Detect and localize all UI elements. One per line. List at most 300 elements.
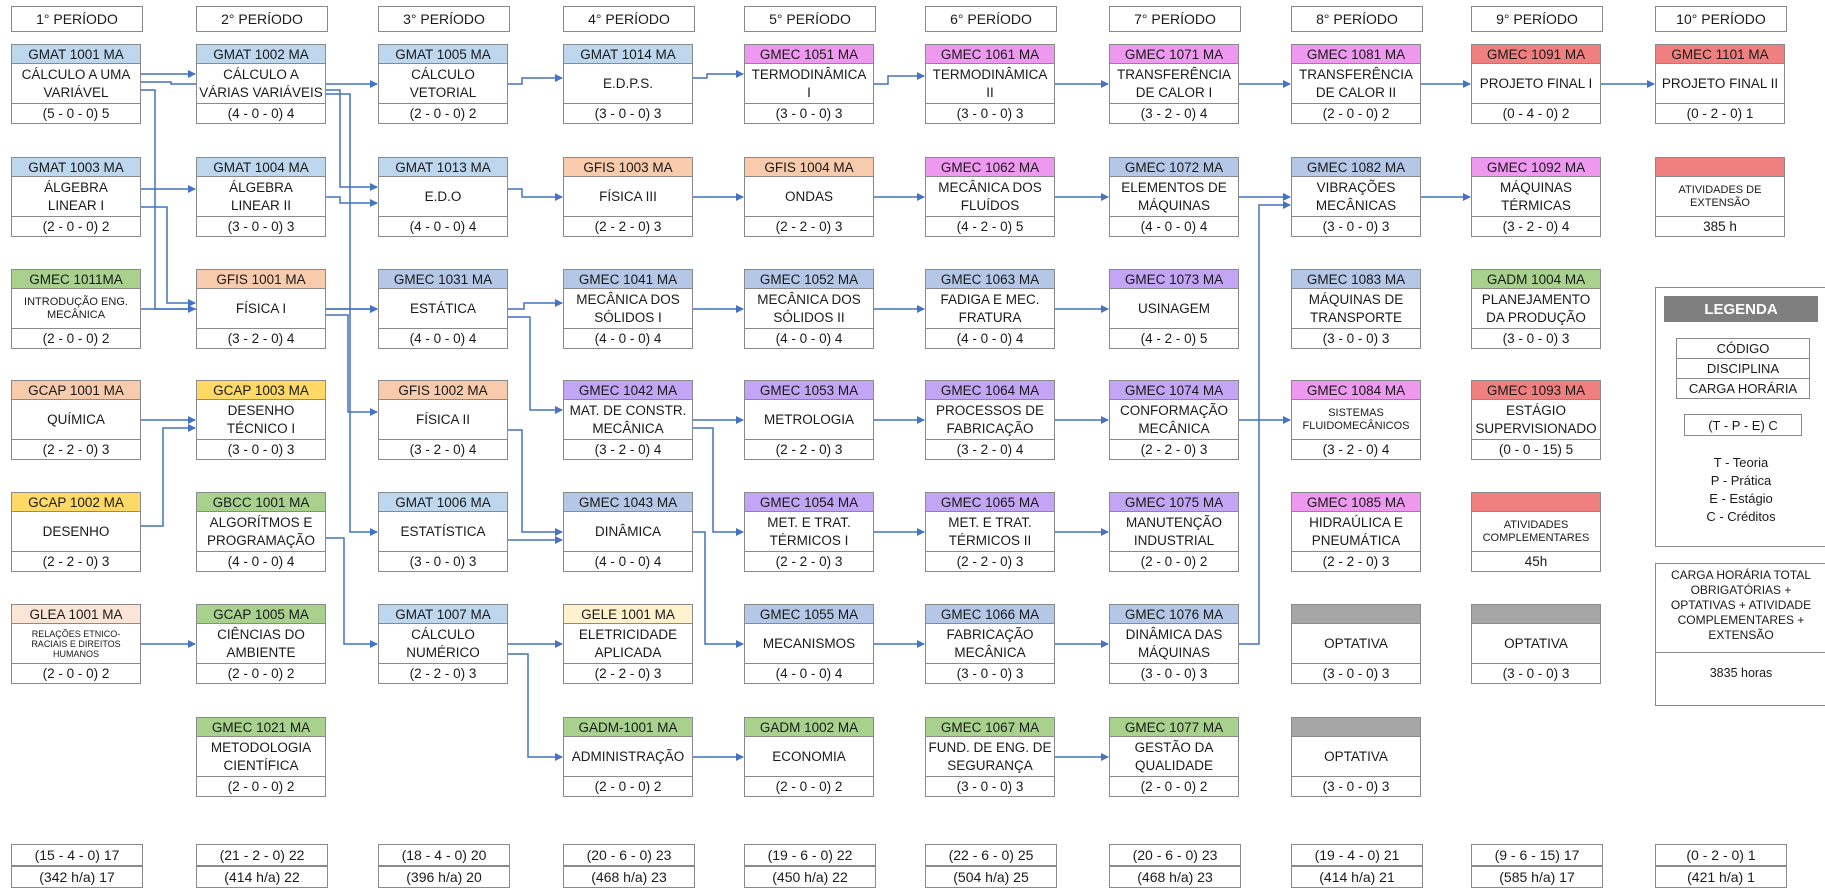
course-card-gcap1005: [196, 604, 326, 684]
period-header: 8° PERÍODO: [1291, 6, 1423, 32]
prerequisite-arrow: [508, 189, 562, 197]
course-name: ONDAS: [784, 188, 833, 204]
course-name: DESENHO TÉCNICO I: [226, 402, 296, 436]
prerequisite-arrow: [693, 428, 743, 532]
course-hours: (2 - 2 - 0) 3: [745, 551, 873, 571]
course-name: QUÍMICA: [47, 411, 105, 427]
course-hours: (4 - 0 - 0) 4: [564, 551, 692, 571]
course-name: MANUTENÇÃO INDUSTRIAL: [1125, 514, 1222, 548]
course-card-gmec1041: [563, 269, 693, 349]
legend-sample-card: [1676, 338, 1810, 399]
course-card-gmec1065: [925, 492, 1055, 572]
period-header: 5° PERÍODO: [744, 6, 876, 32]
course-card-gadm1004: [1471, 269, 1601, 349]
course-hours: (2 - 2 - 0) 3: [926, 551, 1054, 571]
course-code: GCAP 1002 MA: [12, 493, 140, 512]
course-name: ÁLGEBRA LINEAR II: [229, 179, 293, 213]
course-card-gmec1043: [563, 492, 693, 572]
course-hours: (3 - 0 - 0) 3: [379, 551, 507, 571]
prerequisite-arrow: [508, 654, 562, 757]
course-hours: (0 - 0 - 15) 5: [1472, 439, 1600, 459]
legend-line-hours: CARGA HORÁRIA: [1688, 381, 1798, 396]
course-name: DINÂMICA: [594, 523, 661, 539]
course-name: PROJETO FINAL I: [1479, 75, 1593, 91]
period-header: 3° PERÍODO: [378, 6, 510, 32]
course-code: GMAT 1006 MA: [379, 493, 507, 512]
course-hours: (3 - 0 - 0) 3: [1110, 663, 1238, 683]
period-credit-total: (0 - 2 - 0) 1: [1655, 844, 1787, 866]
period-credit-total: (21 - 2 - 0) 22: [196, 844, 328, 866]
course-hours: (2 - 0 - 0) 2: [12, 216, 140, 236]
course-hours: (4 - 0 - 0) 4: [197, 103, 325, 123]
course-card-opt8b: [1291, 717, 1421, 797]
course-name: MET. E TRAT. TÉRMICOS I: [767, 514, 851, 548]
course-card-gmec1077: [1109, 717, 1239, 797]
course-name: USINAGEM: [1137, 300, 1210, 316]
course-card-gmec1052: [744, 269, 874, 349]
total-hours-box: [1655, 563, 1825, 706]
period-credit-total: (15 - 4 - 0) 17: [11, 844, 143, 866]
course-hours: (3 - 2 - 0) 4: [379, 439, 507, 459]
prerequisite-arrow: [326, 90, 377, 187]
course-card-ativcomp: [1471, 492, 1601, 572]
period-credit-total: (18 - 4 - 0) 20: [378, 844, 510, 866]
course-code: GMEC 1074 MA: [1110, 381, 1238, 400]
legend-formula: (T - P - E) C: [1684, 414, 1802, 436]
course-name: E.D.O: [424, 188, 462, 204]
legend-key-credits: C - Créditos: [1706, 509, 1776, 524]
course-code: GMEC 1093 MA: [1472, 381, 1600, 400]
total-hours-value: 3835 horas: [1709, 666, 1773, 680]
course-card-gfis1002: [378, 380, 508, 460]
course-code: GMEC 1092 MA: [1472, 158, 1600, 177]
period-hour-total: (504 h/a) 25: [925, 866, 1057, 888]
course-name: CÁLCULO A UMA VARIÁVEL: [21, 66, 131, 100]
course-hours: (3 - 2 - 0) 4: [1292, 439, 1420, 459]
course-name: ESTÁTICA: [409, 300, 476, 316]
course-card-gmec1093: [1471, 380, 1601, 460]
course-hours: (4 - 0 - 0) 4: [926, 328, 1054, 348]
course-card-gmec1021: [196, 717, 326, 797]
course-hours: (3 - 2 - 0) 4: [1110, 103, 1238, 123]
period-header: 2° PERÍODO: [196, 6, 328, 32]
course-code: GMEC 1063 MA: [926, 270, 1054, 289]
period-header: 4° PERÍODO: [563, 6, 695, 32]
prerequisite-arrow: [1239, 205, 1290, 644]
course-code: GMEC 1061 MA: [926, 45, 1054, 64]
course-name: MECÂNICA DOS SÓLIDOS II: [757, 291, 861, 325]
course-card-gmec1055: [744, 604, 874, 684]
course-hours: (4 - 0 - 0) 4: [379, 216, 507, 236]
course-hours: (2 - 2 - 0) 3: [745, 439, 873, 459]
legend-title: LEGENDA: [1664, 296, 1818, 322]
course-code: GFIS 1001 MA: [197, 270, 325, 289]
course-hours: (3 - 0 - 0) 3: [1292, 328, 1420, 348]
period-hour-total: (396 h/a) 20: [378, 866, 510, 888]
course-card-gcap1001: [11, 380, 141, 460]
course-hours: (4 - 0 - 0) 4: [745, 663, 873, 683]
course-code: GFIS 1003 MA: [564, 158, 692, 177]
period-hour-total: (342 h/a) 17: [11, 866, 143, 888]
course-name: FADIGA E MEC. FRATURA: [940, 291, 1040, 325]
course-code: GMEC 1054 MA: [745, 493, 873, 512]
course-hours: (4 - 0 - 0) 4: [564, 328, 692, 348]
course-code: GMEC 1043 MA: [564, 493, 692, 512]
course-card-gmec1031: [378, 269, 508, 349]
course-code: GMEC 1021 MA: [197, 718, 325, 737]
course-hours: (3 - 0 - 0) 3: [1472, 328, 1600, 348]
prerequisite-arrow: [508, 303, 562, 309]
period-hour-total: (585 h/a) 17: [1471, 866, 1603, 888]
course-code: [1656, 158, 1784, 177]
period-hour-total: (414 h/a) 21: [1291, 866, 1423, 888]
course-hours: (4 - 2 - 0) 5: [1110, 328, 1238, 348]
course-code: GMEC 1066 MA: [926, 605, 1054, 624]
course-name: CÁLCULO NUMÉRICO: [406, 626, 480, 660]
course-code: GMEC 1011MA: [12, 270, 140, 289]
course-card-gmec1092: [1471, 157, 1601, 237]
period-credit-total: (19 - 4 - 0) 21: [1291, 844, 1423, 866]
course-name: TRANSFERÊNCIA DE CALOR II: [1298, 66, 1413, 100]
period-credit-total: (22 - 6 - 0) 25: [925, 844, 1057, 866]
course-code: GCAP 1005 MA: [197, 605, 325, 624]
course-hours: (3 - 0 - 0) 3: [926, 663, 1054, 683]
course-card-gcap1002: [11, 492, 141, 572]
course-card-gmec1066: [925, 604, 1055, 684]
course-card-gmat1004: [196, 157, 326, 237]
period-header: 6° PERÍODO: [925, 6, 1057, 32]
course-code: GMEC 1072 MA: [1110, 158, 1238, 177]
course-hours: (2 - 2 - 0) 3: [745, 216, 873, 236]
prerequisite-arrow: [141, 207, 195, 303]
course-code: GMEC 1084 MA: [1292, 381, 1420, 400]
course-code: GMAT 1002 MA: [197, 45, 325, 64]
prerequisite-arrow: [326, 315, 377, 412]
course-name: DESENHO: [42, 523, 110, 539]
course-hours: 385 h: [1656, 216, 1784, 236]
course-name: TRANSFERÊNCIA DE CALOR I: [1116, 66, 1231, 100]
prerequisite-arrow: [693, 532, 743, 644]
course-code: GMAT 1001 MA: [12, 45, 140, 64]
prerequisite-arrow: [874, 76, 924, 84]
course-code: GMEC 1082 MA: [1292, 158, 1420, 177]
course-name: FÍSICA I: [235, 300, 287, 316]
course-name: CÁLCULO VETORIAL: [409, 66, 477, 100]
course-card-gcap1003: [196, 380, 326, 460]
course-code: [1292, 718, 1420, 737]
course-card-gmec1082: [1291, 157, 1421, 237]
course-card-gmec1074: [1109, 380, 1239, 460]
prerequisite-arrow: [141, 90, 195, 309]
course-code: GADM-1001 MA: [564, 718, 692, 737]
course-card-gmec1071: [1109, 44, 1239, 124]
course-name: FABRICAÇÃO MECÂNICA: [946, 626, 1034, 660]
course-hours: (3 - 0 - 0) 3: [1472, 663, 1600, 683]
course-name: METROLOGIA: [763, 411, 854, 427]
course-hours: (3 - 0 - 0) 3: [197, 439, 325, 459]
course-hours: (3 - 2 - 0) 4: [926, 439, 1054, 459]
course-code: GMEC 1083 MA: [1292, 270, 1420, 289]
course-code: GMEC 1071 MA: [1110, 45, 1238, 64]
course-name: MECÂNICA DOS SÓLIDOS I: [576, 291, 680, 325]
course-code: GMEC 1042 MA: [564, 381, 692, 400]
course-hours: 45h: [1472, 551, 1600, 571]
period-header: 1° PERÍODO: [11, 6, 143, 32]
course-code: GMEC 1051 MA: [745, 45, 873, 64]
prerequisite-arrow: [508, 78, 562, 84]
legend-line-discipline: DISCIPLINA: [1677, 359, 1809, 379]
course-hours: (0 - 4 - 0) 2: [1472, 103, 1600, 123]
course-hours: (2 - 0 - 0) 2: [1292, 103, 1420, 123]
legend-key-theory: T - Teoria: [1713, 455, 1769, 470]
period-hour-total: (468 h/a) 23: [1109, 866, 1241, 888]
course-code: GCAP 1003 MA: [197, 381, 325, 400]
course-hours: (2 - 2 - 0) 3: [12, 439, 140, 459]
course-code: GELE 1001 MA: [564, 605, 692, 624]
legend-key-practice: P - Prática: [1710, 473, 1772, 488]
course-name: ÁLGEBRA LINEAR I: [44, 179, 108, 213]
legend-line-code: CÓDIGO: [1677, 339, 1809, 359]
course-name: SISTEMAS FLUIDOMECÂNICOS: [1302, 406, 1410, 432]
course-card-gfis1001: [196, 269, 326, 349]
course-name: MET. E TRAT. TÉRMICOS II: [948, 514, 1032, 548]
course-code: GMEC 1062 MA: [926, 158, 1054, 177]
course-hours: (3 - 2 - 0) 4: [564, 439, 692, 459]
course-hours: (2 - 2 - 0) 3: [379, 663, 507, 683]
course-name: ALGORÍTMOS E PROGRAMAÇÃO: [206, 514, 315, 548]
prerequisite-arrow: [508, 430, 562, 532]
course-hours: (2 - 0 - 0) 2: [12, 663, 140, 683]
course-hours: (2 - 2 - 0) 3: [564, 663, 692, 683]
course-card-gmat1013: [378, 157, 508, 237]
course-code: GADM 1002 MA: [745, 718, 873, 737]
course-hours: (3 - 0 - 0) 3: [1292, 216, 1420, 236]
course-hours: (4 - 0 - 0) 4: [379, 328, 507, 348]
course-name: TERMODINÂMICA I: [751, 66, 867, 100]
period-credit-total: (9 - 6 - 15) 17: [1471, 844, 1603, 866]
course-name: ATIVIDADES COMPLEMENTARES: [1482, 518, 1590, 544]
course-card-gmat1001: [11, 44, 141, 124]
course-name: MECANISMOS: [762, 635, 856, 651]
course-name: METODOLOGIA CIENTÍFICA: [210, 739, 312, 773]
course-hours: (4 - 0 - 0) 4: [1110, 216, 1238, 236]
course-card-gele1001: [563, 604, 693, 684]
course-name: ELETRICIDADE APLICADA: [578, 626, 678, 660]
period-hour-total: (468 h/a) 23: [563, 866, 695, 888]
course-card-gmec1073: [1109, 269, 1239, 349]
course-code: GMEC 1052 MA: [745, 270, 873, 289]
course-name: E.D.P.S.: [602, 75, 654, 91]
course-code: GMEC 1065 MA: [926, 493, 1054, 512]
course-card-gmat1003: [11, 157, 141, 237]
course-hours: (3 - 0 - 0) 3: [197, 216, 325, 236]
course-code: GMAT 1003 MA: [12, 158, 140, 177]
course-name: GESTÃO DA QUALIDADE: [1134, 739, 1214, 773]
course-name: OPTATIVA: [1324, 635, 1388, 651]
course-card-gmec1011: [11, 269, 141, 349]
course-hours: (3 - 2 - 0) 4: [197, 328, 325, 348]
course-card-gmat1006: [378, 492, 508, 572]
course-hours: (2 - 0 - 0) 2: [1110, 776, 1238, 796]
course-card-gbcc1001: [196, 492, 326, 572]
course-hours: (2 - 0 - 0) 2: [197, 663, 325, 683]
course-card-gmec1076: [1109, 604, 1239, 684]
course-card-gmec1101: [1655, 44, 1785, 124]
course-hours: (2 - 0 - 0) 2: [745, 776, 873, 796]
course-hours: (4 - 0 - 0) 4: [197, 551, 325, 571]
prerequisite-arrow: [326, 197, 377, 203]
period-hour-total: (450 h/a) 22: [744, 866, 876, 888]
total-divider: [1656, 652, 1825, 653]
course-hours: (3 - 0 - 0) 3: [564, 103, 692, 123]
course-hours: (3 - 0 - 0) 3: [1292, 663, 1420, 683]
course-code: GFIS 1004 MA: [745, 158, 873, 177]
course-hours: (2 - 2 - 0) 3: [12, 551, 140, 571]
course-code: GMEC 1031 MA: [379, 270, 507, 289]
course-hours: (2 - 0 - 0) 2: [379, 103, 507, 123]
course-name: MECÂNICA DOS FLUÍDOS: [938, 179, 1042, 213]
course-card-gmec1042: [563, 380, 693, 460]
course-code: GFIS 1002 MA: [379, 381, 507, 400]
course-code: GMEC 1075 MA: [1110, 493, 1238, 512]
course-name: ECONOMIA: [772, 748, 846, 764]
course-code: GBCC 1001 MA: [197, 493, 325, 512]
course-hours: (2 - 0 - 0) 2: [1110, 551, 1238, 571]
course-name: OPTATIVA: [1504, 635, 1568, 651]
course-card-gmat1005: [378, 44, 508, 124]
course-code: [1472, 605, 1600, 624]
legend-box: [1655, 287, 1825, 547]
course-card-gfis1004: [744, 157, 874, 237]
course-card-gadm1002: [744, 717, 874, 797]
course-code: GMEC 1055 MA: [745, 605, 873, 624]
course-card-gmec1051: [744, 44, 874, 124]
course-code: GLEA 1001 MA: [12, 605, 140, 624]
course-card-gmec1072: [1109, 157, 1239, 237]
course-name: MÁQUINAS DE TRANSPORTE: [1308, 291, 1404, 325]
course-name: FÍSICA II: [415, 411, 470, 427]
course-code: GMEC 1067 MA: [926, 718, 1054, 737]
course-name: INTRODUÇÃO ENG. MECÂNICA: [24, 295, 128, 321]
course-card-gmec1064: [925, 380, 1055, 460]
total-hours-label: CARGA HORÁRIA TOTAL OBRIGATÓRIAS + OPTATIVAS + ATIVIDADE COMPLEMENTARES + EXTENSÃO: [1670, 568, 1812, 642]
course-card-gmec1081: [1291, 44, 1421, 124]
course-card-gmec1083: [1291, 269, 1421, 349]
course-code: GMAT 1004 MA: [197, 158, 325, 177]
course-hours: (3 - 0 - 0) 3: [926, 103, 1054, 123]
period-hour-total: (421 h/a) 1: [1655, 866, 1787, 888]
course-name: PROCESSOS DE FABRICAÇÃO: [935, 402, 1045, 436]
course-name: MÁQUINAS TÉRMICAS: [1499, 179, 1572, 213]
course-card-gmec1063: [925, 269, 1055, 349]
course-hours: (0 - 2 - 0) 1: [1656, 103, 1784, 123]
course-card-gmec1075: [1109, 492, 1239, 572]
course-card-gmec1053: [744, 380, 874, 460]
course-card-opt8a: [1291, 604, 1421, 684]
course-hours: (3 - 0 - 0) 3: [745, 103, 873, 123]
course-code: GMEC 1073 MA: [1110, 270, 1238, 289]
course-name: ADMINISTRAÇÃO: [571, 748, 685, 764]
prerequisite-arrow: [141, 428, 195, 526]
course-code: GMEC 1091 MA: [1472, 45, 1600, 64]
course-code: GMEC 1076 MA: [1110, 605, 1238, 624]
course-name: PROJETO FINAL II: [1661, 75, 1779, 91]
course-code: GMAT 1007 MA: [379, 605, 507, 624]
course-hours: (2 - 2 - 0) 3: [564, 216, 692, 236]
course-card-opt9: [1471, 604, 1601, 684]
course-card-ativext: [1655, 157, 1785, 237]
course-hours: (4 - 2 - 0) 5: [926, 216, 1054, 236]
course-code: [1292, 605, 1420, 624]
course-card-gadm1001: [563, 717, 693, 797]
course-hours: (3 - 0 - 0) 3: [926, 776, 1054, 796]
course-code: GMEC 1041 MA: [564, 270, 692, 289]
course-hours: (2 - 2 - 0) 3: [1110, 439, 1238, 459]
course-name: ATIVIDADES DE EXTENSÃO: [1678, 183, 1762, 209]
course-name: FÍSICA III: [599, 188, 657, 204]
course-name: HIDRAÚLICA E PNEUMÁTICA: [1309, 514, 1403, 548]
course-name: FUND. DE ENG. DE SEGURANÇA: [928, 739, 1052, 773]
course-name: CÁLCULO A VÁRIAS VARIÁVEIS: [199, 66, 323, 100]
period-credit-total: (20 - 6 - 0) 23: [563, 844, 695, 866]
prerequisite-arrow: [693, 74, 743, 78]
course-card-gmec1091: [1471, 44, 1601, 124]
course-name: ESTATÍSTICA: [400, 523, 486, 539]
prerequisite-arrow: [508, 317, 562, 410]
course-name: CONFORMAÇÃO MECÂNICA: [1120, 402, 1228, 436]
course-code: GMEC 1053 MA: [745, 381, 873, 400]
course-name: MAT. DE CONSTR. MECÂNICA: [569, 402, 687, 436]
course-hours: (2 - 0 - 0) 2: [197, 776, 325, 796]
course-card-gmec1067: [925, 717, 1055, 797]
course-code: GMAT 1005 MA: [379, 45, 507, 64]
period-credit-total: (20 - 6 - 0) 23: [1109, 844, 1241, 866]
course-hours: (3 - 0 - 0) 3: [1292, 776, 1420, 796]
legend-key-internship: E - Estágio: [1709, 491, 1773, 506]
course-card-gmec1054: [744, 492, 874, 572]
period-header: 7° PERÍODO: [1109, 6, 1241, 32]
course-card-gmec1085: [1291, 492, 1421, 572]
course-name: CIÊNCIAS DO AMBIENTE: [217, 626, 305, 660]
prerequisite-arrow: [326, 538, 377, 644]
course-card-gmec1061: [925, 44, 1055, 124]
course-hours: (2 - 0 - 0) 2: [12, 328, 140, 348]
period-header: 10° PERÍODO: [1655, 6, 1787, 32]
course-code: GMEC 1085 MA: [1292, 493, 1420, 512]
course-hours: (2 - 0 - 0) 2: [564, 776, 692, 796]
course-code: GMEC 1101 MA: [1656, 45, 1784, 64]
course-card-gmat1007: [378, 604, 508, 684]
course-card-glea1001: [11, 604, 141, 684]
course-code: GMEC 1064 MA: [926, 381, 1054, 400]
course-code: GMAT 1013 MA: [379, 158, 507, 177]
period-hour-total: (414 h/a) 22: [196, 866, 328, 888]
course-name: DINÂMICA DAS MÁQUINAS: [1125, 626, 1223, 660]
period-credit-total: (19 - 6 - 0) 22: [744, 844, 876, 866]
course-name: OPTATIVA: [1324, 748, 1388, 764]
course-hours: (3 - 2 - 0) 4: [1472, 216, 1600, 236]
course-name: VIBRAÇÕES MECÂNICAS: [1315, 179, 1397, 213]
course-name: ELEMENTOS DE MÁQUINAS: [1121, 179, 1227, 213]
course-name: ESTÁGIO SUPERVISIONADO: [1475, 402, 1597, 436]
course-card-gmat1002: [196, 44, 326, 124]
course-card-gmec1062: [925, 157, 1055, 237]
prerequisite-arrow: [326, 94, 377, 532]
course-card-gmec1084: [1291, 380, 1421, 460]
course-code: GADM 1004 MA: [1472, 270, 1600, 289]
course-card-gmat1014: [563, 44, 693, 124]
course-name: RELAÇÕES ETNICO- RACIAIS E DIREITOS HUMANOS: [31, 628, 121, 659]
